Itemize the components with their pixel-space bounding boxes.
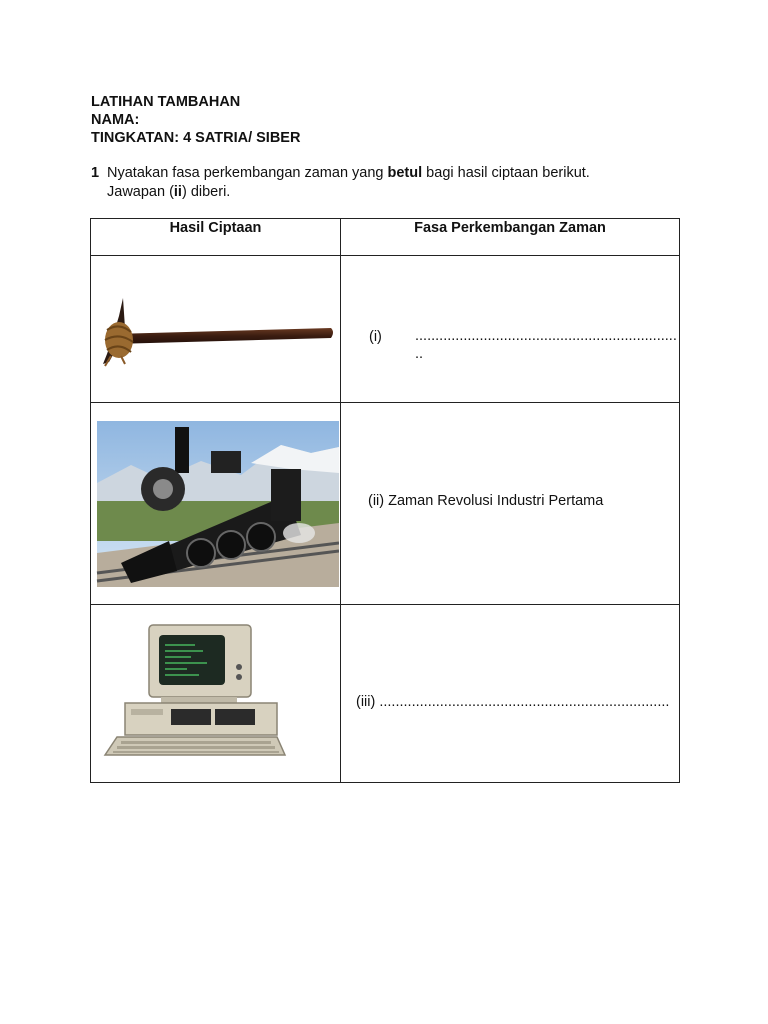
table-row (91, 605, 680, 783)
worksheet-title: LATIHAN TAMBAHAN (91, 94, 241, 110)
answer-ii: (ii) Zaman Revolusi Industri Pertama (368, 493, 604, 509)
worksheet-header (91, 93, 300, 147)
answer-label-i: (i) (369, 329, 382, 345)
name-label: NAMA: (91, 112, 140, 128)
vintage-computer-icon (91, 605, 339, 782)
answer-cell-ii (341, 403, 680, 605)
question-line2b: ii (173, 184, 182, 200)
steam-locomotive-icon (91, 403, 339, 604)
image-cell-computer (91, 605, 341, 783)
table-row (91, 256, 680, 403)
question-line2c: ) diberi. (181, 184, 231, 200)
question-text-part2: bagi hasil ciptaan berikut. (422, 165, 590, 181)
question-text (107, 164, 667, 202)
answer-cell-i (341, 256, 680, 403)
image-cell-train (91, 403, 341, 605)
column-header-phase: Fasa Perkembangan Zaman (341, 219, 680, 256)
stone-axe-icon (91, 256, 339, 402)
answer-table (90, 218, 680, 783)
class-label: TINGKATAN: 4 SATRIA/ SIBER (91, 130, 301, 146)
question-line2a: Jawapan ( (107, 184, 174, 200)
image-cell-axe (91, 256, 341, 403)
question-number: 1 (91, 165, 100, 181)
answer-blank-i[interactable]: ................................................................. (415, 328, 677, 344)
answer-cell-iii (341, 605, 680, 783)
answer-blank-iii[interactable]: (iii) ........................................................................ (356, 694, 670, 710)
answer-blank-i-continued: .. (415, 346, 424, 362)
question-text-part1: Nyatakan fasa perkembangan zaman yang (107, 165, 388, 181)
column-header-creation: Hasil Ciptaan (91, 219, 341, 256)
table-row (91, 403, 680, 605)
question-text-bold: betul (387, 165, 423, 181)
